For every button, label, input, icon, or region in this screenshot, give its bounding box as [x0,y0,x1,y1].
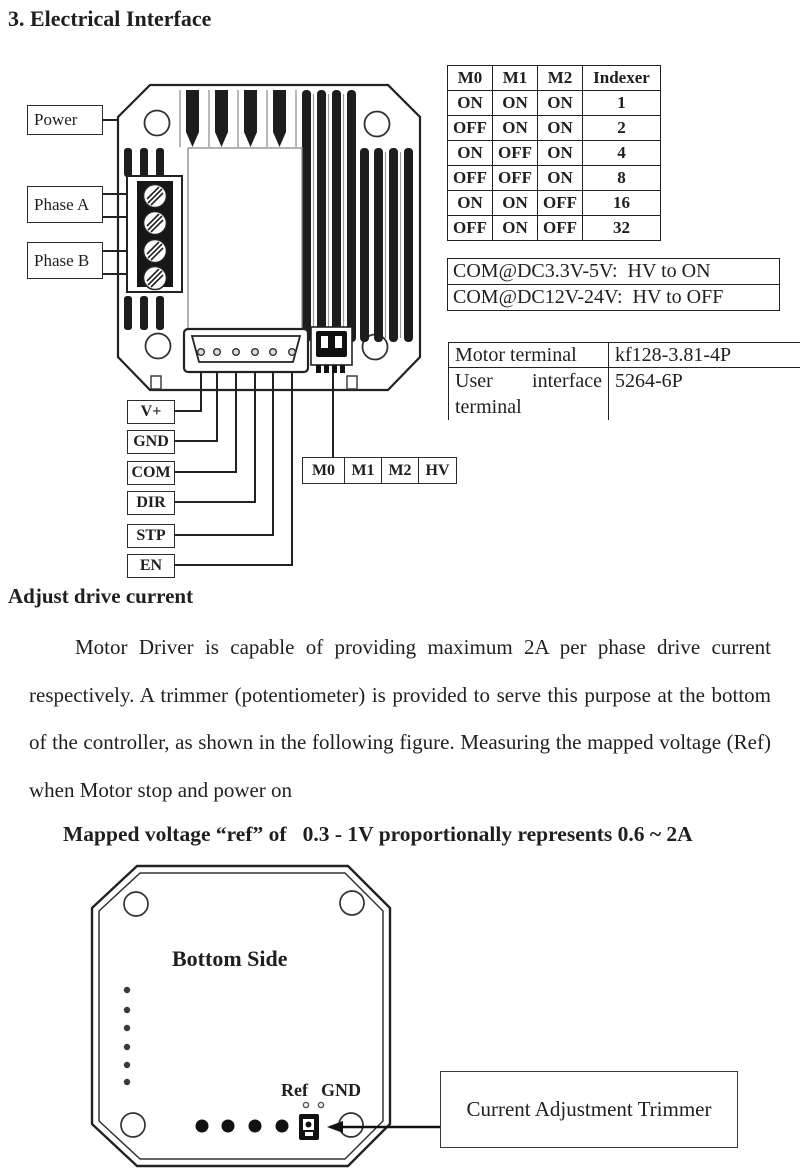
table-row [448,166,661,191]
cell: ON [538,166,583,191]
terminal-label: User interface terminal [449,368,609,421]
terminal-value: 5264-6P [609,368,800,421]
gnd-label: GND [321,1080,361,1100]
table-header-row [448,66,661,91]
mount-hole-icon [340,891,364,915]
pin-label-dir: DIR [127,491,175,515]
header-cell: M0 [448,66,493,91]
mount-hole-icon [121,1113,145,1137]
ref-test-point [303,1102,308,1107]
edge-notch [347,376,357,389]
motor-terminal-block [127,176,182,292]
cell: ON [448,141,493,166]
page-title: 3. Electrical Interface [8,6,212,31]
table-row [448,216,661,241]
mode-label-m1: M1 [344,458,381,483]
power-label-box [27,105,103,135]
cell: ON [448,91,493,116]
phase-b-label-box [27,242,103,279]
cell: ON [493,91,538,116]
cell: ON [493,216,538,241]
com-voltage-table [447,258,780,311]
cell: ON [493,116,538,141]
phase-a-label-box [27,186,103,223]
table-row [449,368,800,421]
pin-label-stp: STP [127,524,175,548]
header-cell: M2 [538,66,583,91]
mode-label-m0: M0 [311,461,336,479]
mount-hole-icon [145,111,170,136]
pin-label-en: EN [127,554,175,578]
bottom-side-label: Bottom Side [172,946,288,971]
cell: OFF [538,216,583,241]
adjust-current-paragraph: Motor Driver is capable of providing maximum 2A per phase drive current respectively. A trimmer (potentiometer) is provided to serve this purpose at the bottom of the controller, as shown in the following figure. Measuring the mapped voltage (Ref) when Motor stop and power on [29,635,771,802]
phase-a-label: Phase A [34,194,90,214]
centre-plate [188,148,302,330]
phase-b-label: Phase B [34,250,90,270]
cell: OFF [493,141,538,166]
power-label: Power [34,110,78,129]
cell: 4 [583,141,661,166]
mount-hole-icon [146,334,171,359]
mapped-voltage-note: Mapped voltage “ref” of 0.3 - 1V proportionally represents 0.6 ~ 2A [63,822,693,846]
edge-notch [151,376,161,389]
trimmer-callout-text: Current Adjustment Trimmer [466,1097,712,1121]
mount-hole-icon [365,112,390,137]
table-row [448,116,661,141]
cell: ON [538,141,583,166]
table-row [448,91,661,116]
cell: OFF [538,191,583,216]
table-row [448,141,661,166]
header-cell: Indexer [583,66,661,91]
microstep-indexer-table [447,65,661,241]
terminal-label: Motor terminal [449,343,609,368]
cell: OFF [448,166,493,191]
cell: OFF [493,166,538,191]
terminal-type-table [448,342,800,420]
pin-label-gnd: GND [127,430,175,454]
cell: ON [493,191,538,216]
adjust-current-heading: Adjust drive current [8,584,194,608]
driver-top-view-diagram [0,60,470,600]
table-row [449,343,800,368]
com-rule-1: COM@DC3.3V-5V: HV to ON [448,259,780,285]
mode-pin-strip [302,457,457,484]
mode-label-m2: M2 [381,458,418,483]
cell: OFF [448,216,493,241]
cell: 32 [583,216,661,241]
table-row [448,285,780,311]
trimmer-callout-box [440,1071,738,1148]
pin-label-vplus: V+ [127,400,175,424]
cell: ON [538,116,583,141]
cell: ON [448,191,493,216]
terminal-value: kf128-3.81-4P [609,343,800,368]
com-rule-2: COM@DC12V-24V: HV to OFF [448,285,780,311]
ref-label: Ref [281,1080,308,1100]
user-interface-connector [184,329,308,372]
cell: 1 [583,91,661,116]
gnd-test-point [318,1102,323,1107]
cell: ON [538,91,583,116]
cell: 16 [583,191,661,216]
header-cell: M1 [493,66,538,91]
table-row [448,191,661,216]
mode-label-hv: HV [418,458,456,483]
mount-hole-icon [124,892,148,916]
pin-label-com: COM [127,461,175,485]
trimmer-icon [299,1114,319,1140]
table-row [448,259,780,285]
cell: 2 [583,116,661,141]
cell: OFF [448,116,493,141]
cell: 8 [583,166,661,191]
